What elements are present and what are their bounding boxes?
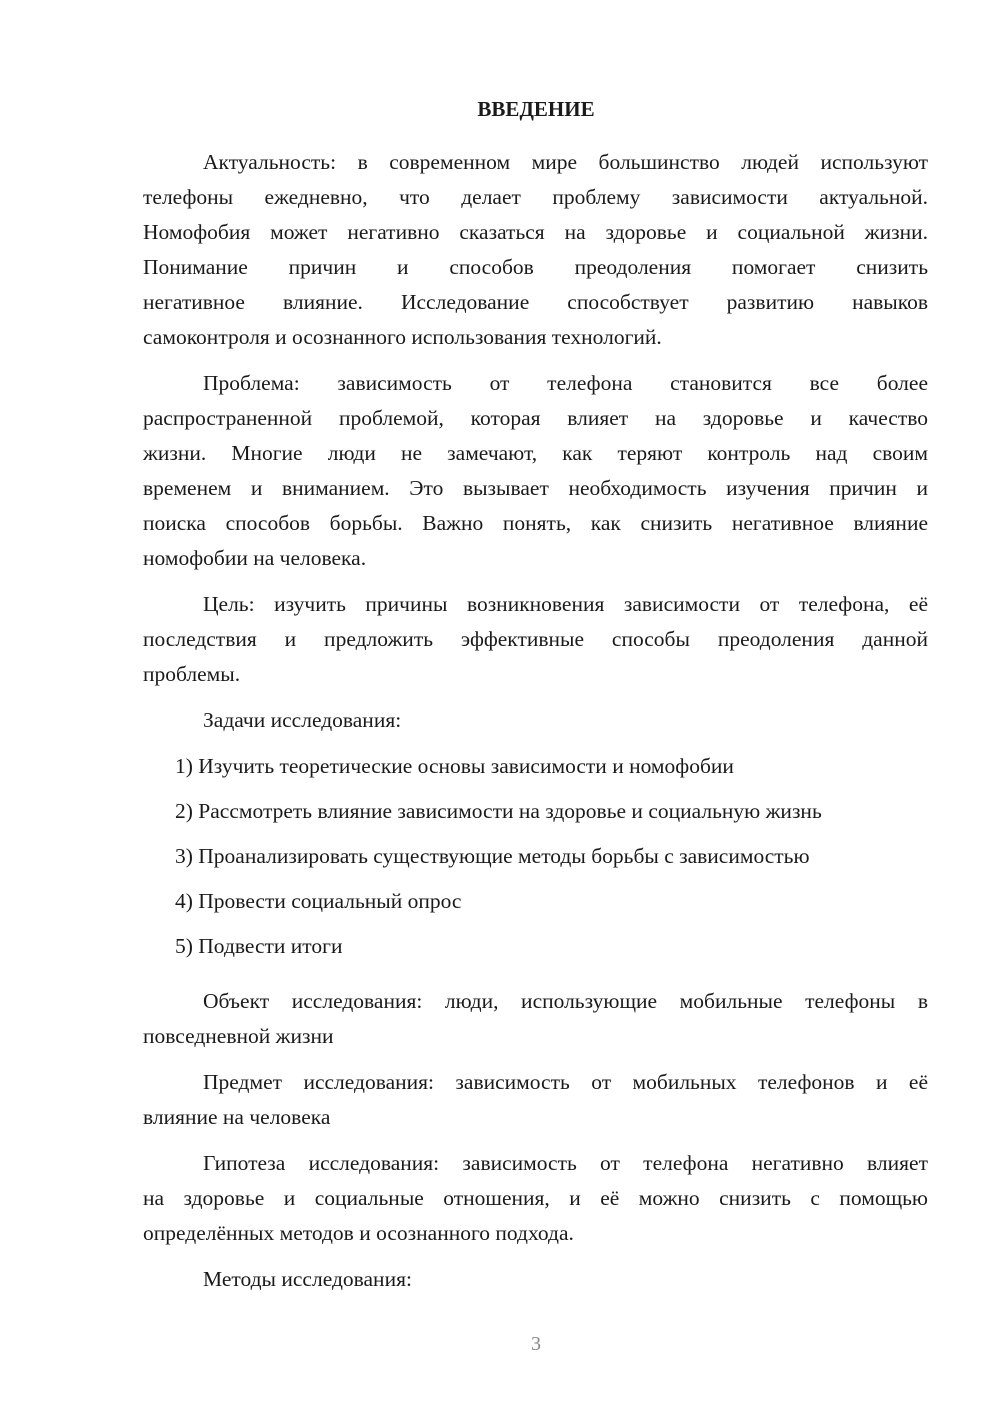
page-number: 3 <box>531 1333 541 1355</box>
paragraph-line: жизни. Многие люди не замечают, как теряют контроль над своим <box>143 441 928 465</box>
paragraph-line: телефоны ежедневно, что делает проблему зависимости актуальной. <box>143 185 928 209</box>
paragraph-line: Цель: изучить причины возникновения зависимости от телефона, её <box>203 592 928 616</box>
paragraph-line: Номофобия может негативно сказаться на здоровье и социальной жизни. <box>143 220 928 244</box>
paragraph <box>143 587 928 692</box>
paragraph-line: самоконтроля и осознанного использования технологий. <box>143 325 662 349</box>
paragraph <box>143 703 928 738</box>
paragraph-line: поиска способов борьбы. Важно понять, как снизить негативное влияние <box>143 511 928 535</box>
paragraph-line: Предмет исследования: зависимость от мобильных телефонов и её <box>203 1070 928 1094</box>
paragraph-line: Актуальность: в современном мире большинство людей используют <box>203 150 928 174</box>
task-list <box>143 749 928 974</box>
paragraph-line: Гипотеза исследования: зависимость от телефона негативно влияет <box>203 1151 928 1175</box>
paragraph-line: последствия и предложить эффективные способы преодоления данной <box>143 627 928 651</box>
paragraph-line: повседневной жизни <box>143 1024 334 1048</box>
paragraph-line: номофобии на человека. <box>143 546 367 570</box>
paragraph-line: Задачи исследования: <box>203 708 402 732</box>
document-body <box>143 145 928 1308</box>
paragraph <box>143 984 928 1054</box>
paragraph <box>143 366 928 576</box>
paragraph-line: Объект исследования: люди, использующие мобильные телефоны в <box>203 989 928 1013</box>
paragraph-line: на здоровье и социальные отношения, и её можно снизить с помощью <box>143 1186 928 1210</box>
paragraph-line: определённых методов и осознанного подхода. <box>143 1221 574 1245</box>
paragraphs-before <box>143 145 928 738</box>
paragraph <box>143 145 928 355</box>
paragraph-line: Методы исследования: <box>203 1267 412 1291</box>
paragraph <box>143 1065 928 1135</box>
paragraphs-after <box>143 984 928 1297</box>
task-item: 2) Рассмотреть влияние зависимости на здоровье и социальную жизнь <box>175 799 822 823</box>
task-item: 5) Подвести итоги <box>175 934 343 958</box>
paragraph-line: влияние на человека <box>143 1105 331 1129</box>
paragraph-line: проблемы. <box>143 662 241 686</box>
paragraph-line: Проблема: зависимость от телефона становится все более <box>203 371 928 395</box>
task-item: 4) Провести социальный опрос <box>175 889 462 913</box>
task-item: 1) Изучить теоретические основы зависимости и номофобии <box>175 754 734 778</box>
paragraph-line: распространенной проблемой, которая влияет на здоровье и качество <box>143 406 928 430</box>
paragraph <box>143 1262 928 1297</box>
paragraph-line: временем и вниманием. Это вызывает необходимость изучения причин и <box>143 476 928 500</box>
task-item: 3) Проанализировать существующие методы борьбы с зависимостью <box>175 844 810 868</box>
paragraph-line: негативное влияние. Исследование способствует развитию навыков <box>143 290 928 314</box>
paragraph-line: Понимание причин и способов преодоления помогает снизить <box>143 255 928 279</box>
page-title: ВВЕДЕНИЕ <box>477 97 595 121</box>
paragraph <box>143 1146 928 1251</box>
